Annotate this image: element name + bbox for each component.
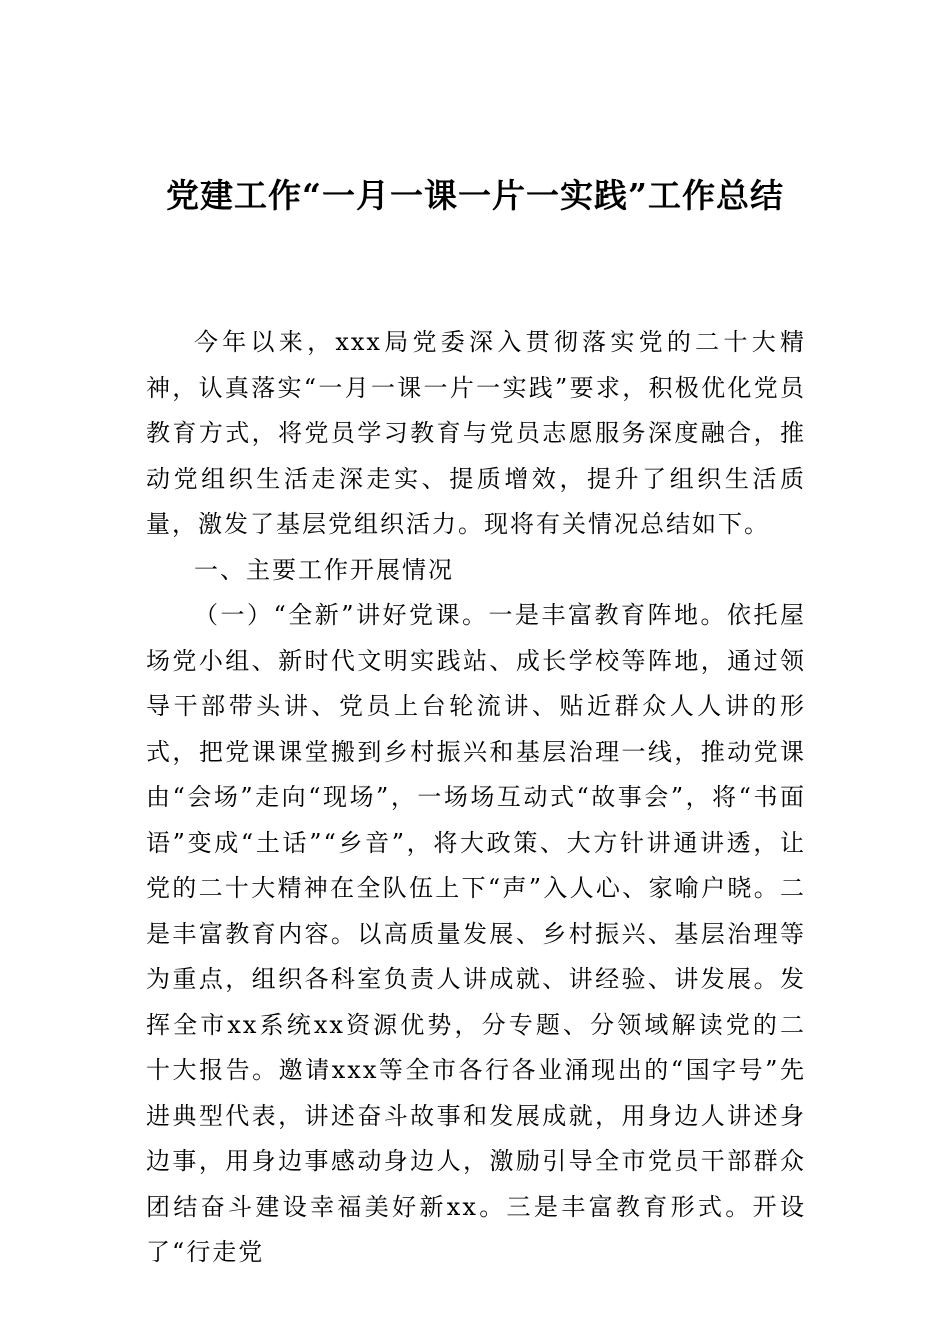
document-title: 党建工作“一月一课一片一实践”工作总结 [166, 176, 784, 215]
section-paragraph: （一）“全新”讲好党课。一是丰富教育阵地。依托屋场党小组、新时代文明实践站、成长学校等阵地，通过领导干部带头讲、党员上台轮流讲、贴近群众人人讲的形式，把党课课堂搬到乡村振兴和基层治理一线，推动党课由“会场”走向“现场”，一场场互动式“故事会”，将“书面语”变成“土话”“乡音”，将大政策、大方针讲通讲透，让党的二十大精神在全队伍上下“声”入人心、家喻户晓。二是丰富教育内容。以高质量发展、乡村振兴、基层治理等为重点，组织各科室负责人讲成就、讲经验、讲发展。发挥全市xx系统xx资源优势，分专题、分领域解读党的二十大报告。邀请xxx等全市各行各业涌现出的“国字号”先进典型代表，讲述奋斗故事和发展成就，用身边人讲述身边事，用身边事感动身边人，激励引导全市党员干部群众团结奋斗建设幸福美好新xx。三是丰富教育形式。开设了“行走党 [146, 601, 806, 1266]
section-heading: 一、主要工作开展情况 [194, 555, 454, 584]
document-body [146, 320, 806, 1276]
intro-paragraph: 今年以来，xxx局党委深入贯彻落实党的二十大精神，认真落实“一月一课一片一实践”要求，积极优化党员教育方式，将党员学习教育与党员志愿服务深度融合，推动党组织生活走深走实、提质增效，提升了组织生活质量，激发了基层党组织活力。现将有关情况总结如下。 [146, 328, 806, 538]
